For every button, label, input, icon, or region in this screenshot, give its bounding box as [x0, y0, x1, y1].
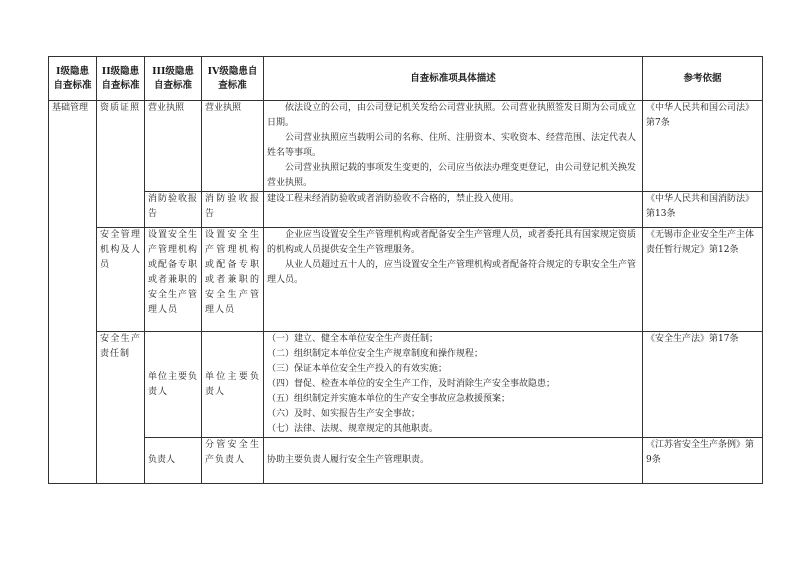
level-2-qualification: 资质证照: [97, 101, 145, 228]
description-business-license: [264, 101, 643, 192]
list-item: （二）组织制定本单位安全生产规章制度和操作规程；: [267, 349, 484, 359]
description-leader: 协助主要负责人履行安全生产管理职责。: [264, 438, 643, 484]
description-paragraph: 公司营业执照记载的事项发生变更的，公司应当依法办理变更登记，由公司登记机关换发营业执照。: [267, 163, 637, 188]
level-4-fire-acceptance: 消防验收报告: [202, 192, 264, 228]
reference-leader: 《江苏省安全生产条例》第9条: [643, 438, 763, 484]
hazard-standard-table: [48, 56, 763, 484]
header-level-1: I级隐患自查标准: [49, 57, 97, 101]
level-3-unit-head: 单位主要负责人: [145, 332, 202, 438]
level-4-unit-head: 单位主要负责人: [202, 332, 264, 438]
list-item: （七）法律、法规、规章规定的其他职责。: [267, 424, 439, 434]
description-paragraph: 企业应当设置安全生产管理机构或者配备安全生产管理人员，或者委托具有国家规定资质的机构或人员提供安全生产管理服务。: [267, 230, 637, 255]
reference-safety-management-org: 《无锡市企业安全生产主体责任暂行规定》第12条: [643, 228, 763, 332]
description-safety-management-org: [264, 228, 643, 332]
table-row: [49, 332, 763, 438]
reference-business-license: 《中华人民共和国公司法》第7条: [643, 101, 763, 192]
table-row: [49, 228, 763, 332]
level-2-responsibility-system: 安全生产责任制: [97, 332, 145, 484]
list-item: （三）保证本单位安全生产投入的有效实施；: [267, 364, 448, 374]
level-4-safety-management-org: 设置安全生产管理机构或配备专职或者兼职的安全生产管理人员: [202, 228, 264, 332]
level-3-leader: 负责人: [145, 438, 202, 484]
level-4-safety-leader: 分管安全生产负责人: [202, 438, 264, 484]
header-level-4: IV级隐患自查标准: [202, 57, 264, 101]
list-item: （六）及时、如实报告生产安全事故；: [267, 409, 421, 419]
list-item: （一）建立、健全本单位安全生产责任制；: [267, 334, 439, 344]
table-row: [49, 192, 763, 228]
list-item: （四）督促、检查本单位的安全生产工作，及时消除生产安全事故隐患；: [267, 379, 556, 389]
level-4-business-license: 营业执照: [202, 101, 264, 192]
header-level-3: III级隐患自查标准: [145, 57, 202, 101]
table-row: [49, 438, 763, 484]
table-row: [49, 101, 763, 192]
list-item: （五）组织制定并实施本单位的生产安全事故应急救援预案；: [267, 394, 511, 404]
reference-unit-head: 《安全生产法》第17条: [643, 332, 763, 438]
level-3-fire-acceptance: 消防验收报告: [145, 192, 202, 228]
level-1-basic-management: 基础管理: [49, 101, 97, 484]
header-reference: 参考依据: [643, 57, 763, 101]
description-paragraph: 依法设立的公司，由公司登记机关发给公司营业执照。公司营业执照签发日期为公司成立日期。: [267, 103, 637, 128]
level-2-safety-management-org: 安全管理机构及人员: [97, 228, 145, 332]
description-unit-head: [264, 332, 643, 438]
header-row: [49, 57, 763, 101]
description-paragraph: 公司营业执照应当载明公司的名称、住所、注册资本、实收资本、经营范围、法定代表人姓名等事项。: [267, 133, 637, 158]
description-paragraph: 从业人员超过五十人的，应当设置安全生产管理机构或者配备符合规定的专职安全生产管理人员。: [267, 260, 637, 285]
reference-fire-acceptance: 《中华人民共和国消防法》 第13条: [643, 192, 763, 228]
level-3-business-license: 营业执照: [145, 101, 202, 192]
description-fire-acceptance: 建设工程未经消防验收或者消防验收不合格的，禁止投入使用。: [264, 192, 643, 228]
level-3-safety-management-org: 设置安全生产管理机构或配备专职或者兼职的安全生产管理人员: [145, 228, 202, 332]
header-description: 自查标准项具体描述: [264, 57, 643, 101]
header-level-2: II级隐患自查标准: [97, 57, 145, 101]
